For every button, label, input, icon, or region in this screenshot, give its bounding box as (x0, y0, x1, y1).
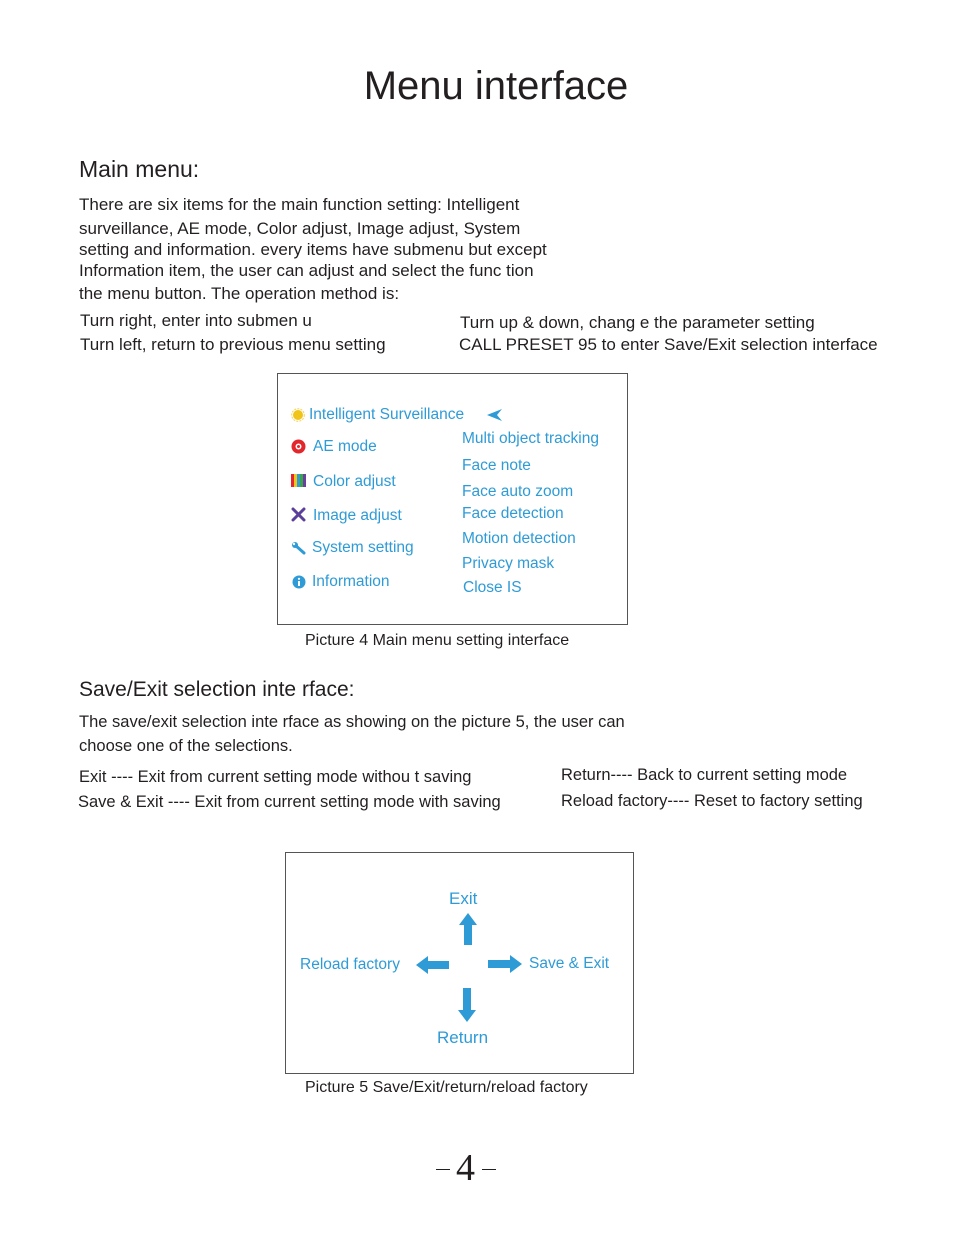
main-menu-paragraph-line-4: Information item, the user can adjust and select the func tion (79, 261, 534, 280)
arrow-left-icon[interactable] (416, 956, 449, 974)
aperture-icon (291, 439, 306, 454)
picture5-caption: Picture 5 Save/Exit/return/reload factory (305, 1079, 588, 1096)
arrow-right-icon[interactable] (488, 955, 522, 973)
page-number-dash-left (436, 1169, 450, 1170)
wrench-icon (292, 541, 307, 555)
main-menu-paragraph-line-1: There are six items for the main function setting: Intelligent (79, 195, 520, 214)
info-icon (292, 575, 306, 589)
sun-icon (291, 408, 305, 422)
main-menu-screenshot (277, 373, 628, 625)
picture4-caption: Picture 4 Main menu setting interface (305, 632, 570, 649)
exit-option-label[interactable]: Exit (449, 889, 478, 908)
save-exit-heading: Save/Exit selection inte rface: (79, 678, 355, 701)
menu-item-ae-mode[interactable]: AE mode (313, 438, 377, 455)
main-menu-paragraph-line-5: the menu button. The operation method is: (79, 284, 400, 303)
menu-item-image-adjust[interactable]: Image adjust (313, 507, 402, 524)
color-bars-icon (291, 474, 306, 487)
operation-turn-left: Turn left, return to previous menu setting (80, 335, 386, 354)
page-title: Menu interface (363, 64, 629, 108)
save-exit-option-label[interactable]: Save & Exit (529, 955, 610, 972)
page-number-dash-right (482, 1169, 496, 1170)
submenu-item-motion-detection[interactable]: Motion detection (462, 530, 576, 547)
submenu-item-face-note[interactable]: Face note (462, 457, 531, 474)
submenu-item-face-detection[interactable]: Face detection (462, 505, 564, 522)
page-number: 4 (456, 1147, 475, 1189)
main-menu-paragraph-line-2: surveillance, AE mode, Color adjust, Image adjust, System (79, 219, 521, 238)
save-exit-screenshot (285, 852, 634, 1074)
return-option-label[interactable]: Return (437, 1028, 489, 1047)
option-save-exit-description: Save & Exit ---- Exit from current setting mode with saving (78, 793, 501, 811)
arrow-up-icon[interactable] (459, 913, 477, 945)
submenu-item-privacy-mask[interactable]: Privacy mask (462, 555, 555, 572)
selection-arrow-icon (486, 408, 503, 422)
save-exit-paragraph-line-1: The save/exit selection inte rface as showing on the picture 5, the user can (79, 713, 625, 731)
operation-turn-right: Turn right, enter into submen u (80, 311, 312, 330)
arrow-down-icon[interactable] (458, 988, 476, 1022)
menu-item-information[interactable]: Information (312, 573, 390, 590)
cross-tools-icon (291, 507, 306, 522)
operation-turn-up-down: Turn up & down, chang e the parameter setting (460, 313, 815, 332)
menu-item-system-setting[interactable]: System setting (312, 539, 414, 556)
submenu-item-face-auto-zoom[interactable]: Face auto zoom (462, 483, 574, 500)
reload-factory-option-label[interactable]: Reload factory (300, 956, 400, 973)
operation-call-preset: CALL PRESET 95 to enter Save/Exit selection interface (459, 335, 878, 354)
main-menu-heading: Main menu: (79, 156, 200, 182)
menu-item-intelligent-surveillance[interactable]: Intelligent Surveillance (309, 406, 465, 423)
menu-item-color-adjust[interactable]: Color adjust (313, 473, 396, 490)
submenu-item-multi-object-tracking[interactable]: Multi object tracking (462, 430, 599, 447)
option-exit-description: Exit ---- Exit from current setting mode withou t saving (79, 768, 472, 786)
option-reload-factory-description: Reload factory---- Reset to factory setting (561, 792, 863, 810)
submenu-item-close-is[interactable]: Close IS (463, 579, 522, 596)
option-return-description: Return---- Back to current setting mode (561, 766, 848, 784)
main-menu-paragraph-line-3: setting and information. every items have submenu but except (79, 240, 547, 259)
save-exit-paragraph-line-2: choose one of the selections. (79, 737, 293, 755)
